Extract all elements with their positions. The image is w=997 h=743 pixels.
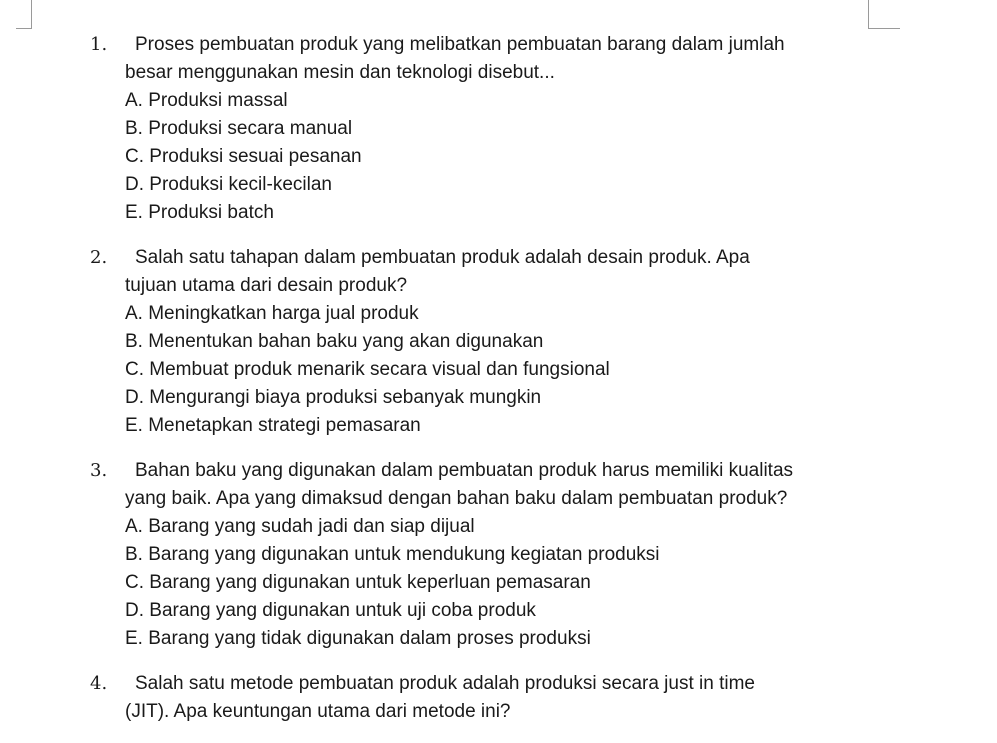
margin-mark-left-horizontal <box>16 28 32 29</box>
answer-option: A. Meningkatkan harga jual produk <box>125 303 419 324</box>
question-number: 4. <box>90 673 108 694</box>
question-item <box>90 31 890 227</box>
question-text-line <box>90 457 890 485</box>
margin-mark-left-vertical <box>31 0 32 28</box>
question-number: 3. <box>90 460 108 481</box>
answer-option: D. Produksi kecil-kecilan <box>125 174 332 195</box>
question-number: 1. <box>90 34 108 55</box>
question-text: Bahan baku yang digunakan dalam pembuatan produk harus memiliki kualitas <box>135 460 794 481</box>
answer-option: A. Barang yang sudah jadi dan siap dijual <box>125 516 475 537</box>
question-text-line: (JIT). Apa keuntungan utama dari metode ini? <box>125 701 511 722</box>
answer-option: D. Mengurangi biaya produksi sebanyak mungkin <box>125 387 542 408</box>
margin-mark-right-vertical <box>868 0 869 28</box>
question-item <box>90 244 890 440</box>
question-item <box>90 457 890 653</box>
question-text-line <box>90 31 890 59</box>
answer-option: D. Barang yang digunakan untuk uji coba produk <box>125 600 536 621</box>
question-text-line <box>90 244 890 272</box>
question-item <box>90 670 890 726</box>
margin-mark-right-horizontal <box>868 28 900 29</box>
question-text-line <box>90 670 890 698</box>
question-text-line: besar menggunakan mesin dan teknologi disebut... <box>125 62 555 83</box>
question-number: 2. <box>90 247 108 268</box>
answer-option: B. Barang yang digunakan untuk mendukung kegiatan produksi <box>125 544 660 565</box>
question-text-line: yang baik. Apa yang dimaksud dengan bahan baku dalam pembuatan produk? <box>125 488 788 509</box>
answer-option: E. Produksi batch <box>125 202 274 223</box>
answer-option: E. Barang yang tidak digunakan dalam proses produksi <box>125 628 591 649</box>
question-text-line: tujuan utama dari desain produk? <box>125 275 408 296</box>
answer-option: B. Menentukan bahan baku yang akan digunakan <box>125 331 544 352</box>
question-text: Proses pembuatan produk yang melibatkan pembuatan barang dalam jumlah <box>135 34 785 55</box>
answer-option: C. Produksi sesuai pesanan <box>125 146 362 167</box>
answer-option: E. Menetapkan strategi pemasaran <box>125 415 421 436</box>
answer-option: C. Membuat produk menarik secara visual dan fungsional <box>125 359 610 380</box>
answer-option: C. Barang yang digunakan untuk keperluan pemasaran <box>125 572 591 593</box>
question-text: Salah satu metode pembuatan produk adalah produksi secara just in time <box>135 673 755 694</box>
answer-option: A. Produksi massal <box>125 90 288 111</box>
answer-option: B. Produksi secara manual <box>125 118 353 139</box>
question-list <box>90 31 890 743</box>
question-text: Salah satu tahapan dalam pembuatan produk adalah desain produk. Apa <box>135 247 750 268</box>
